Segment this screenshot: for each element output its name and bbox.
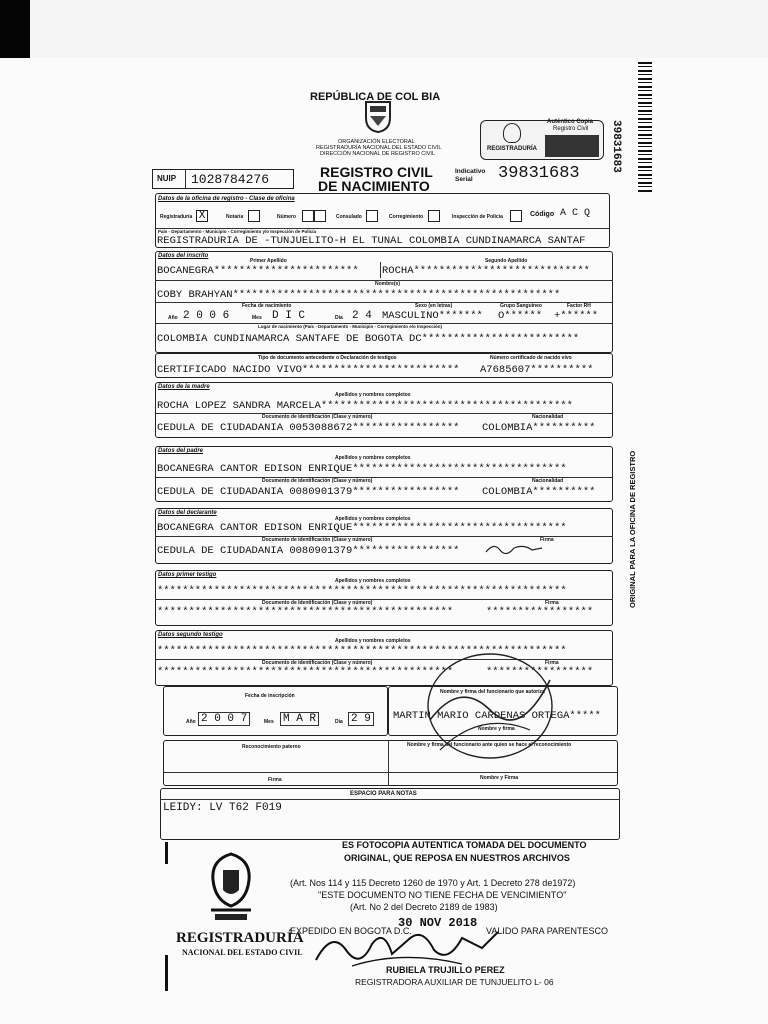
registrar-name: RUBIELA TRUJILLO PEREZ — [386, 965, 505, 975]
second-witness-section-title: Datos segundo testigo — [158, 632, 223, 638]
second-witness-doc-label: Documento de identificación (Clase y número) — [262, 660, 373, 666]
registraduria-logo-title: REGISTRADURÍA — [176, 930, 304, 946]
birth-year-value: 2 0 0 6 — [183, 310, 230, 322]
birth-day-label: Día — [335, 315, 343, 321]
serial-label: Serial — [455, 176, 473, 183]
authentic-copy-seal — [480, 120, 604, 160]
inspeccion-checkbox[interactable] — [510, 210, 522, 222]
barcode — [638, 62, 652, 192]
official-value: MARTIN MARIO CARDENAS ORTEGA***** — [393, 710, 601, 722]
first-witness-section-title: Datos primer testigo — [158, 572, 217, 578]
org-line-1: ORGANIZACIÓN ELECTORAL — [338, 139, 415, 145]
father-nationality-label: Nacionalidad — [532, 478, 564, 484]
antecedent-doc-value: CERTIFICADO NACIDO VIVO************************* — [157, 364, 460, 376]
declarant-doc-value: CEDULA DE CIUDADANIA 0080901379***************** — [157, 545, 460, 557]
birth-place-label: Lugar de nacimiento (País - Departamento - Municipio - Corregimiento e/o Inspección) — [258, 324, 443, 329]
document-title-line-2: DE NACIMIENTO — [318, 178, 430, 194]
first-surname-value: BOCANEGRA*********************** — [157, 265, 359, 277]
second-witness-signature-label: Firma — [545, 660, 559, 666]
notes-value: LEIDY: LV T62 F019 — [163, 802, 282, 814]
mother-names-value: ROCHA LOPEZ SANDRA MARCELA**************************************** — [157, 400, 573, 412]
paternal-recognition-label: Reconocimiento paterno — [242, 744, 301, 750]
birth-year-label: Año — [168, 315, 178, 321]
cert-line-2: ORIGINAL, QUE REPOSA EN NUESTROS ARCHIVOS — [344, 853, 570, 863]
declarant-signature-icon — [484, 540, 544, 556]
second-witness-signature-value: ***************** — [486, 666, 594, 678]
registration-day-value: 2 9 — [348, 712, 374, 726]
cert-lower-vline — [165, 955, 168, 991]
first-witness-names-label: Apellidos y nombres completos — [335, 578, 411, 584]
registration-date-label: Fecha de inscripción — [245, 693, 295, 699]
first-witness-signature-value: ***************** — [486, 606, 594, 618]
seal-text-2: Registro Civil — [553, 126, 589, 132]
registraduria-logo-subtitle: NACIONAL DEL ESTADO CIVIL — [182, 948, 303, 957]
codigo-value: A C Q — [560, 208, 591, 219]
father-doc-label: Documento de identificación (Clase y número) — [262, 478, 373, 484]
coat-of-arms-icon — [362, 98, 394, 134]
given-names-label: Nombre(s) — [375, 281, 401, 287]
live-birth-cert-value: A7685607********** — [480, 364, 594, 376]
father-section-title: Datos del padre — [158, 448, 204, 454]
mother-names-label: Apellidos y nombres completos — [335, 392, 411, 398]
corregimiento-label: Corregimiento — [389, 214, 424, 220]
barcode-number: 39831683 — [610, 120, 622, 173]
numero-label: Número — [277, 214, 296, 220]
second-surname-value: ROCHA**************************** — [382, 265, 590, 277]
father-names-value: BOCANEGRA CANTOR EDISON ENRIQUE********************************** — [157, 463, 567, 475]
antecedent-doc-label: Tipo de documento antecedente o Declaración de testigos — [258, 355, 397, 361]
issued-date: 30 NOV 2018 — [398, 916, 478, 930]
inspeccion-label: Inspección de Policía — [452, 214, 503, 220]
rh-factor-label: Factor RH — [567, 303, 591, 309]
cert-line-4: "ESTE DOCUMENTO NO TIENE FECHA DE VENCIMIENTO" — [318, 890, 567, 900]
registration-month-value: M A R — [280, 712, 319, 726]
declarant-section-title: Datos del declarante — [158, 510, 217, 516]
nuip-value: 1028784276 — [191, 172, 270, 187]
registration-day-label: Día — [335, 719, 343, 725]
sex-value: MASCULINO******* — [382, 310, 483, 322]
notes-title: ESPACIO PARA NOTAS — [350, 791, 417, 797]
birth-month-label: Mes — [252, 315, 262, 321]
registraduria-label: Registraduría — [160, 214, 193, 220]
notaria-label: Notaría — [226, 214, 244, 220]
official-label: Nombre y firma del funcionario que autoriza — [440, 689, 545, 695]
org-line-3: DIRECCIÓN NACIONAL DE REGISTRO CIVIL — [320, 151, 436, 157]
org-line-2: REGISTRADURÍA NACIONAL DEL ESTADO CIVIL — [316, 145, 442, 151]
father-nationality-value: COLOMBIA********** — [482, 486, 596, 498]
seal-text-1: Auténtico Copia — [547, 119, 593, 125]
declarant-doc-label: Documento de identificación (Clase y número) — [262, 537, 373, 543]
second-witness-names-value: ***************************************************************** — [157, 645, 567, 657]
second-witness-doc-value: *********************************************** — [157, 666, 454, 678]
mother-nationality-label: Nacionalidad — [532, 414, 564, 420]
declarant-names-value: BOCANEGRA CANTOR EDISON ENRIQUE********************************** — [157, 522, 567, 534]
cert-line-3: (Art. Nos 114 y 115 Decreto 1260 de 1970 y Art. 1 Decreto 278 de1972) — [290, 878, 576, 888]
live-birth-cert-label: Número certificado de nacido vivo — [490, 355, 572, 361]
office-section-title: Datos de la oficina de registro - Clase de oficina — [158, 196, 295, 202]
seal-stamp-block — [545, 135, 599, 157]
birth-place-value: COLOMBIA CUNDINAMARCA SANTAFE DE BOGOTA DC************************* — [157, 333, 580, 345]
indicativo-label: Indicativo — [455, 168, 486, 175]
registration-year-label: Año — [186, 719, 196, 725]
issued-in: EXPEDIDO EN BOGOTA D.C. — [290, 926, 412, 936]
side-original-label: ORIGINAL PARA LA OFICINA DE REGISTRO — [628, 450, 637, 608]
nuip-box — [152, 169, 294, 189]
office-location-value: REGISTRADURIA DE -TUNJUELITO-H EL TUNAL COLOMBIA CUNDINAMARCA SANTAF — [157, 235, 586, 247]
scan-top-margin — [30, 0, 768, 58]
seal-text-3: REGISTRADURÍA — [487, 146, 538, 152]
official-name-signature-label: Nombre y firma — [478, 726, 515, 732]
first-surname-label: Primer Apellido — [250, 258, 287, 264]
declarant-signature-label: Firma — [540, 537, 554, 543]
nuip-label: NUIP — [157, 174, 177, 183]
seal-eagle-icon — [503, 123, 521, 143]
recognition-name-signature-label: Nombre y Firma — [480, 775, 519, 781]
document-title-line-1: REGISTRO CIVIL — [320, 164, 433, 180]
numero-box-1[interactable] — [302, 210, 314, 222]
mother-section-title: Datos de la madre — [158, 384, 210, 390]
cert-vertical-line — [165, 842, 168, 864]
father-names-label: Apellidos y nombres completos — [335, 455, 411, 461]
mother-doc-value: CEDULA DE CIUDADANIA 0053088672***************** — [157, 422, 460, 434]
official-signature-stamp — [410, 640, 560, 770]
first-witness-signature-label: Firma — [545, 600, 559, 606]
registraduria-logo-icon — [205, 850, 257, 924]
father-doc-value: CEDULA DE CIUDADANIA 0080901379***************** — [157, 486, 460, 498]
consulado-checkbox[interactable] — [366, 210, 378, 222]
mother-doc-label: Documento de identificación (Clase y número) — [262, 414, 373, 420]
birth-date-label: Fecha de nacimiento — [242, 303, 292, 309]
first-witness-names-value: ***************************************************************** — [157, 585, 567, 597]
registration-month-label: Mes — [264, 719, 274, 725]
corregimiento-checkbox[interactable] — [428, 210, 440, 222]
given-names-value: COBY BRAHYAN**************************************************** — [157, 289, 561, 301]
blood-group-value: O****** — [498, 310, 543, 322]
declarant-names-label: Apellidos y nombres completos — [335, 516, 411, 522]
second-witness-names-label: Apellidos y nombres completos — [335, 638, 411, 644]
registraduria-checkbox[interactable]: X — [196, 210, 208, 222]
valid-for: VALIDO PARA PARENTESCO — [486, 926, 609, 936]
office-location-label: País - Departamento - Municipio - Corregimiento y/o Inspección de Policía — [158, 229, 317, 234]
cert-line-5: (Art. No 2 del Decreto 2189 de 1983) — [350, 902, 498, 912]
cert-line-1: ES FOTOCOPIA AUTENTICA TOMADA DEL DOCUMENTO — [342, 840, 587, 850]
consulado-label: Consulado — [336, 214, 362, 220]
first-witness-doc-value: *********************************************** — [157, 606, 454, 618]
recognition-signature-label: Firma — [268, 777, 282, 783]
registrant-section-title: Datos del inscrito — [158, 253, 209, 259]
codigo-label: Código — [530, 211, 555, 218]
recognition-official-label: Nombre y firma del funcionario ante quien se hace el reconocimiento — [407, 742, 572, 748]
country-title: REPÚBLICA DE COL BIA — [310, 91, 441, 103]
numero-box-2[interactable] — [314, 210, 326, 222]
birth-month-value: D I C — [272, 310, 306, 322]
mother-nationality-value: COLOMBIA********** — [482, 422, 596, 434]
registration-year-value: 2 0 0 7 — [198, 712, 250, 726]
rh-factor-value: +****** — [554, 310, 599, 322]
registrar-position: REGISTRADORA AUXILIAR DE TUNJUELITO L- 06 — [355, 977, 554, 987]
sex-label: Sexo (en letras) — [415, 303, 453, 309]
birth-day-value: 2 4 — [352, 310, 372, 322]
second-surname-label: Segundo Apellido — [485, 258, 528, 264]
blood-group-label: Grupo Sanguíneo — [500, 303, 542, 309]
first-witness-doc-label: Documento de Identificación (Clase y número) — [262, 600, 373, 606]
serial-value: 39831683 — [498, 164, 580, 183]
notaria-checkbox[interactable] — [248, 210, 260, 222]
